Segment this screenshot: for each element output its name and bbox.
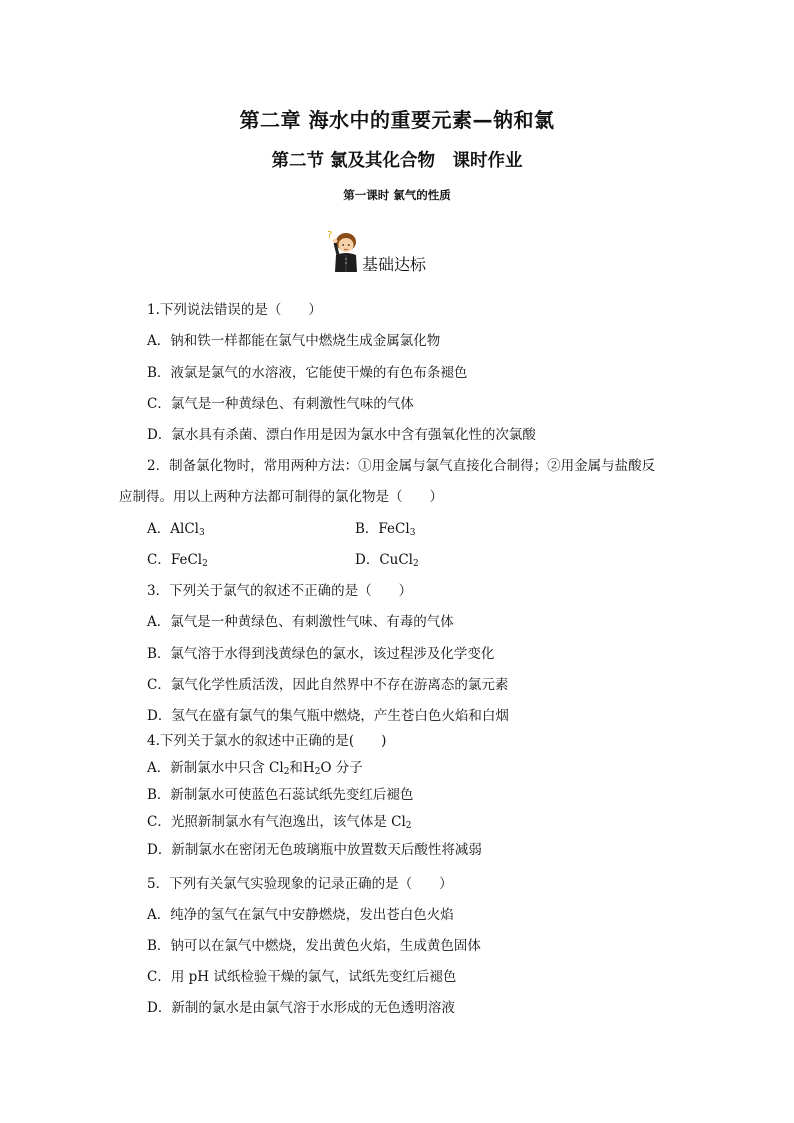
q2-option-c [147, 551, 208, 569]
q4-option-b: B．新制氯水可使蓝色石蕊试纸先变红后褪色 [147, 787, 414, 803]
lesson-title: 第一课时 氯气的性质 [343, 188, 451, 202]
q2-option-d-text: D．CuCl [355, 552, 413, 568]
q2-option-d-sub: 2 [413, 559, 419, 569]
q5-option-b: B．钠可以在氯气中燃烧，发出黄色火焰，生成黄色固体 [147, 938, 481, 954]
q3-option-b: B．氯气溶于水得到浅黄绿色的氯水，该过程涉及化学变化 [147, 646, 495, 662]
q5-option-a: A．纯净的氢气在氯气中安静燃烧，发出苍白色火焰 [147, 907, 454, 923]
q1-option-b: B．液氯是氯气的水溶液，它能使干燥的有色布条褪色 [147, 365, 468, 381]
q4-option-a-text1: A．新制氯水中只含 Cl [147, 760, 284, 776]
q1-option-a: A．钠和铁一样都能在氯气中燃烧生成金属氯化物 [147, 333, 441, 349]
q1-option-d: D．氯水具有杀菌、漂白作用是因为氯水中含有强氧化性的次氯酸 [147, 427, 536, 443]
q2-stem-line1: 2．制备氯化物时，常用两种方法：①用金属与氯气直接化合制得；②用金属与盐酸反 [147, 458, 656, 474]
chapter-title: 第二章 海水中的重要元素—钠和氯 [239, 108, 555, 132]
q4-option-a-text2: 和H [289, 760, 315, 776]
q5-stem: 5．下列有关氯气实验现象的记录正确的是（ ） [147, 876, 453, 892]
q2-option-d [355, 551, 419, 569]
basic-practice-badge [326, 228, 427, 274]
q2-option-b-sub: 3 [409, 528, 416, 538]
q4-option-a-sub2: 2 [314, 767, 321, 777]
q2-option-a-text: A．AlCl [147, 521, 199, 537]
q2-option-a-sub: 3 [198, 528, 205, 538]
q2-option-b [355, 520, 415, 538]
q4-option-c [147, 813, 412, 831]
q2-option-c-text: C．FeCl [147, 552, 203, 568]
q3-option-d: D．氢气在盛有氯气的集气瓶中燃烧，产生苍白色火焰和白烟 [147, 708, 509, 724]
q4-option-c-text: C．光照新制氯水有气泡逸出，该气体是 Cl [147, 814, 406, 830]
q4-option-a-sub1: 2 [283, 767, 290, 777]
q3-option-c: C．氯气化学性质活泼，因此自然界中不存在游离态的氯元素 [147, 677, 509, 693]
q4-option-a [147, 759, 363, 777]
q4-option-d: D．新制氯水在密闭无色玻璃瓶中放置数天后酸性将减弱 [147, 842, 482, 858]
q1-stem: 1.下列说法错误的是（ ） [147, 302, 322, 318]
svg-text:?: ? [327, 230, 333, 241]
q2-stem-line2: 应制得。用以上两种方法都可制得的氯化物是（ ） [119, 489, 443, 505]
badge-label: 基础达标 [362, 255, 427, 274]
section-title: 第二节 氯及其化合物 课时作业 [271, 151, 523, 171]
q4-option-c-sub: 2 [405, 821, 412, 831]
q4-option-a-text3: O 分子 [320, 760, 363, 776]
q5-option-c: C．用 pH 试纸检验干燥的氯气，试纸先变红后褪色 [147, 969, 457, 985]
q5-option-d: D．新制的氯水是由氯气溶于水形成的无色透明溶液 [147, 1000, 455, 1016]
q2-option-c-sub: 2 [202, 559, 208, 569]
q4-stem: 4.下列关于氯水的叙述中正确的是( ) [147, 733, 387, 749]
thinking-student-icon [326, 228, 362, 274]
q3-option-a: A．氯气是一种黄绿色、有刺激性气味、有毒的气体 [147, 614, 454, 630]
q3-stem: 3．下列关于氯气的叙述不正确的是（ ） [147, 583, 413, 599]
q1-option-c: C．氯气是一种黄绿色、有刺激性气味的气体 [147, 396, 414, 412]
q2-option-b-text: B．FeCl [355, 521, 410, 537]
q2-option-a [147, 520, 205, 538]
